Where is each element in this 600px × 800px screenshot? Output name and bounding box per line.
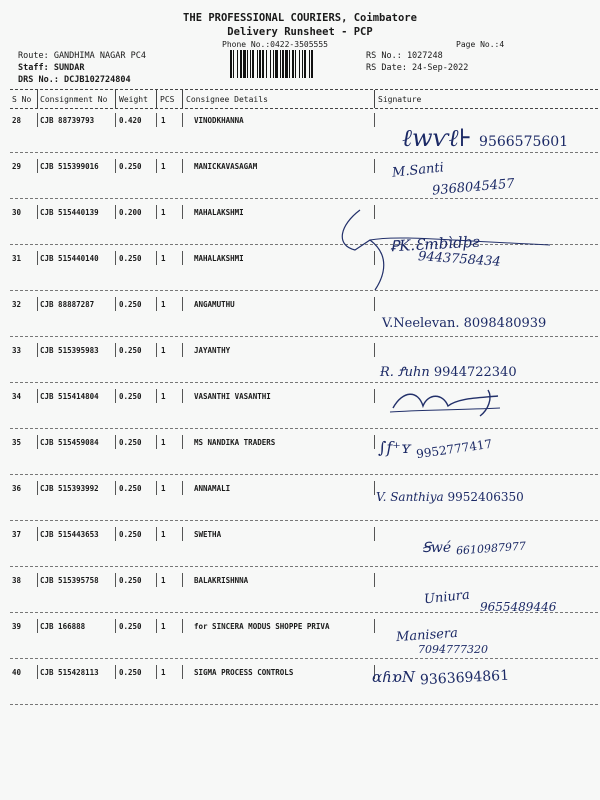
signature-phone: 9363694861 [419,667,510,689]
row-col-sep [37,205,38,219]
sig-scrawl: Ɍ. Ꝭuhn [380,365,430,380]
phone-number: Phone No.:0422-3505555 [222,40,328,49]
row-weight: 0.250 [119,300,142,309]
route-label: Route: GANDHIMA NAGAR PC4 [18,51,146,61]
row-col-sep [37,435,38,449]
row-col-sep [156,251,157,265]
row-col-sep [374,527,375,541]
row-weight: 0.250 [119,392,142,401]
col-sep [156,90,157,108]
row-col-sep [156,343,157,357]
row-col-sep [156,573,157,587]
row-consignment: CJB 515414804 [40,392,99,401]
table-row [0,254,600,274]
col-signature: Signature [378,95,422,104]
row-col-sep [374,159,375,173]
row-col-sep [182,481,183,495]
row-consignment: CJB 515399016 [40,162,99,171]
row-sno: 38 [12,576,22,585]
row-consignee: VASANTHI VASANTHI [194,392,271,401]
signature-32: V.Neelevan. 8098480939 [382,316,547,331]
header-divider-bottom [10,108,598,109]
row-sno: 33 [12,346,22,355]
row-divider [10,336,598,337]
sig-scrawl: ꝐK.Ɛmbìdþƨ [389,232,481,256]
row-divider [10,566,598,567]
row-col-sep [374,297,375,311]
row-consignment: CJB 515393992 [40,484,99,493]
col-sep [115,90,116,108]
row-divider [10,704,598,705]
row-sno: 34 [12,392,22,401]
signature-37 [422,540,526,556]
row-col-sep [115,297,116,311]
drs-number: DRS No.: DCJB102724804 [18,75,131,85]
row-consignee: JAYANTHY [194,346,231,355]
signature-29-phone: 9368045457 [431,176,516,199]
page-number: Page No.:4 [456,40,505,49]
row-col-sep [156,619,157,633]
row-col-sep [182,343,183,357]
signature-phone: 9566575601 [479,134,569,150]
row-col-sep [37,389,38,403]
row-col-sep [37,251,38,265]
row-divider [10,474,598,475]
sig-scrawl: ℓwⱱℓ⊦ [402,124,473,152]
row-col-sep [37,527,38,541]
signature-40 [372,667,510,689]
row-col-sep [37,113,38,127]
row-consignee: MAHALAKSHMI [194,254,244,263]
row-pcs: 1 [161,162,166,171]
row-col-sep [182,297,183,311]
row-col-sep [156,389,157,403]
row-consignee: SWETHA [194,530,222,539]
row-col-sep [156,113,157,127]
row-col-sep [182,573,183,587]
signature-31-phone: 9443758434 [417,249,502,270]
sig-scrawl: Ꞩwé [422,540,452,556]
rs-number: RS No.: 1027248 [366,51,443,61]
row-sno: 28 [12,116,22,125]
row-consignee: for SINCERA MODUS SHOPPE PRIVA [194,622,330,631]
row-weight: 0.250 [119,622,142,631]
row-col-sep [115,113,116,127]
row-col-sep [156,159,157,173]
signature-39-phone: 7094777320 [418,643,488,656]
row-pcs: 1 [161,300,166,309]
row-pcs: 1 [161,254,166,263]
row-col-sep [156,435,157,449]
signature-38-name: Uniura [423,587,471,608]
row-weight: 0.250 [119,668,142,677]
company-title: THE PROFESSIONAL COURIERS, Coimbatore [183,12,417,24]
signature-phone: 6610987977 [455,539,526,558]
col-pcs: PCS [160,95,175,104]
signature-36 [376,490,524,504]
row-consignee: ANGAMUTHU [194,300,235,309]
signature-phone: 9944722340 [433,365,517,380]
row-consignee: SIGMA PROCESS CONTROLS [194,668,294,677]
row-sno: 29 [12,162,22,171]
col-sep [37,90,38,108]
signature-scrawl-34 [388,388,508,418]
col-sep [182,90,183,108]
staff-label: Staff: SUNDAR [18,63,85,73]
row-pcs: 1 [161,438,166,447]
signature-name: M.Santi [391,160,445,181]
row-pcs: 1 [161,668,166,677]
row-col-sep [37,159,38,173]
row-divider [10,382,598,383]
table-row [0,208,600,228]
row-sno: 39 [12,622,22,631]
row-col-sep [37,481,38,495]
row-consignee: VINODKHANNA [194,116,244,125]
row-consignment: CJB 515395983 [40,346,99,355]
row-col-sep [37,665,38,679]
table-row [0,576,600,596]
signature-28 [402,124,568,153]
row-col-sep [115,619,116,633]
row-col-sep [115,435,116,449]
row-col-sep [115,251,116,265]
row-pcs: 1 [161,530,166,539]
row-col-sep [156,205,157,219]
row-weight: 0.200 [119,208,142,217]
row-divider [10,520,598,521]
barcode [230,50,356,78]
row-consignment: CJB 88739793 [40,116,95,125]
row-col-sep [37,297,38,311]
runsheet-subtitle: Delivery Runsheet - PCP [227,26,373,38]
row-pcs: 1 [161,484,166,493]
row-consignment: CJB 515440140 [40,254,99,263]
row-col-sep [182,389,183,403]
row-col-sep [182,205,183,219]
row-col-sep [182,435,183,449]
row-pcs: 1 [161,622,166,631]
row-col-sep [374,389,375,403]
row-weight: 0.250 [119,530,142,539]
row-consignee: ANNAMALI [194,484,231,493]
row-sno: 40 [12,668,22,677]
col-consignee: Consignee Details [186,95,268,104]
col-sep [374,90,375,108]
row-pcs: 1 [161,346,166,355]
row-col-sep [156,527,157,541]
row-col-sep [374,573,375,587]
row-col-sep [115,665,116,679]
row-pcs: 1 [161,208,166,217]
row-col-sep [37,343,38,357]
row-col-sep [374,435,375,449]
signature-33 [380,362,517,380]
row-col-sep [182,527,183,541]
row-col-sep [156,665,157,679]
row-consignment: CJB 88887287 [40,300,95,309]
row-col-sep [182,113,183,127]
row-col-sep [182,665,183,679]
barcode-bar [313,50,314,78]
row-consignee: MAHALAKSHMI [194,208,244,217]
row-pcs: 1 [161,116,166,125]
sig-scrawl: ɑɦɒN [372,668,416,686]
row-weight: 0.250 [119,484,142,493]
row-col-sep [37,573,38,587]
row-sno: 30 [12,208,22,217]
row-weight: 0.250 [119,438,142,447]
sig-scrawl: ∫f⁺ʏ [378,438,412,457]
col-consignment: Consignment No [40,95,108,104]
signature-35 [378,436,494,462]
row-divider [10,290,598,291]
row-weight: 0.250 [119,162,142,171]
row-consignment: CJB 515428113 [40,668,99,677]
signature-phone: 9952777417 [415,436,494,462]
table-row [0,668,600,688]
signature-name: V. Santhiya [376,490,444,504]
row-col-sep [156,481,157,495]
row-weight: 0.250 [119,346,142,355]
table-row [0,438,600,458]
row-col-sep [182,159,183,173]
row-consignment: CJB 515395758 [40,576,99,585]
row-pcs: 1 [161,392,166,401]
rs-date: RS Date: 24-Sep-2022 [366,63,469,73]
row-consignment: CJB 515443653 [40,530,99,539]
row-col-sep [374,343,375,357]
row-col-sep [115,343,116,357]
row-sno: 31 [12,254,22,263]
signature-39-name: Manisera [395,625,459,646]
row-sno: 36 [12,484,22,493]
row-col-sep [115,527,116,541]
row-col-sep [182,619,183,633]
row-col-sep [182,251,183,265]
row-divider [10,244,598,245]
row-sno: 35 [12,438,22,447]
row-pcs: 1 [161,576,166,585]
row-col-sep [115,573,116,587]
row-col-sep [115,389,116,403]
row-consignment: CJB 515440139 [40,208,99,217]
signature-38-phone: 9655489446 [480,600,557,614]
table-row [0,392,600,412]
row-col-sep [115,481,116,495]
row-col-sep [374,481,375,495]
row-divider [10,658,598,659]
row-col-sep [374,619,375,633]
header-divider-top [10,89,598,90]
signature-phone: 9952406350 [447,490,524,504]
row-divider [10,198,598,199]
row-consignee: MS NANDIKA TRADERS [194,438,276,447]
row-divider [10,428,598,429]
row-weight: 0.250 [119,254,142,263]
row-weight: 0.250 [119,576,142,585]
row-col-sep [115,205,116,219]
row-consignee: BALAKRISHNNA [194,576,249,585]
row-col-sep [115,159,116,173]
row-consignment: CJB 515459084 [40,438,99,447]
row-col-sep [37,619,38,633]
col-weight: Weight [119,95,148,104]
col-sno: S No [12,95,32,104]
row-col-sep [374,113,375,127]
row-sno: 37 [12,530,22,539]
row-col-sep [156,297,157,311]
table-row [0,622,600,642]
row-weight: 0.420 [119,116,142,125]
row-consignee: MANICKAVASAGAM [194,162,258,171]
row-consignment: CJB 166888 [40,622,86,631]
row-sno: 32 [12,300,22,309]
